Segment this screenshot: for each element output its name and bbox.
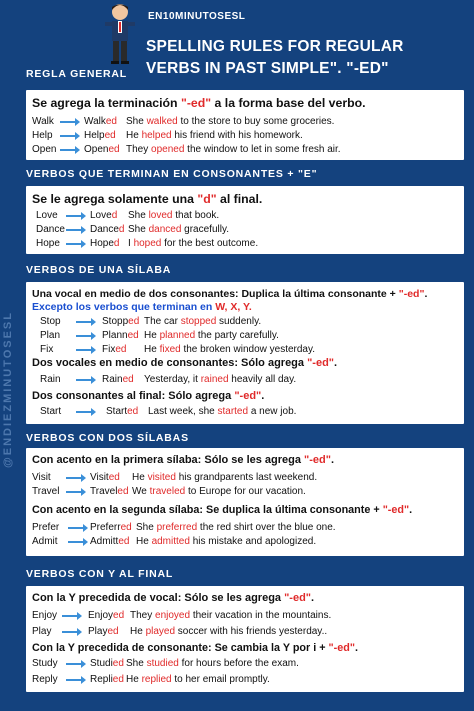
arrow-right-icon bbox=[66, 491, 84, 493]
arrow-right-icon bbox=[76, 321, 94, 323]
example-row bbox=[36, 210, 456, 224]
example-sentence: She walked to the store to buy some groceries. bbox=[126, 116, 335, 127]
arrow-right-icon bbox=[60, 121, 78, 123]
base-verb: Hope bbox=[36, 238, 60, 249]
example-row bbox=[32, 116, 452, 130]
arrow-right-icon bbox=[76, 349, 94, 351]
base-verb: Fix bbox=[40, 344, 54, 355]
arrow-right-icon bbox=[66, 229, 84, 231]
example-sentence: He planned the party carefully. bbox=[144, 330, 279, 341]
example-sentence: They enjoyed their vacation in the mountains. bbox=[130, 610, 332, 621]
section-label-general: REGLA GENERAL bbox=[26, 68, 128, 80]
past-verb: Opened bbox=[84, 144, 120, 155]
base-verb: Visit bbox=[32, 472, 51, 483]
past-verb: Loved bbox=[90, 210, 118, 221]
arrow-right-icon bbox=[68, 541, 86, 543]
past-verb: Helped bbox=[84, 130, 116, 141]
past-verb: Danced bbox=[90, 224, 125, 235]
section-label-e-ending: VERBOS QUE TERMINAN EN CONSONANTES + "E" bbox=[26, 168, 318, 180]
example-sentence: He helped his friend with his homework. bbox=[126, 130, 303, 141]
past-verb: Admitted bbox=[90, 536, 130, 547]
base-verb: Enjoy bbox=[32, 610, 58, 621]
example-row bbox=[40, 316, 460, 330]
example-row bbox=[32, 626, 452, 640]
example-row bbox=[32, 486, 452, 500]
example-row bbox=[36, 238, 456, 252]
arrow-right-icon bbox=[76, 335, 94, 337]
teacher-avatar-icon bbox=[104, 2, 136, 66]
base-verb: Start bbox=[40, 406, 62, 417]
base-verb: Reply bbox=[32, 674, 58, 685]
base-verb: Travel bbox=[32, 486, 60, 497]
page-title bbox=[146, 36, 404, 80]
arrow-right-icon bbox=[66, 663, 84, 665]
example-row bbox=[40, 330, 460, 344]
example-row bbox=[40, 344, 460, 358]
example-sentence: The car stopped suddenly. bbox=[144, 316, 262, 327]
example-row bbox=[40, 374, 460, 388]
example-sentence: She studied for hours before the exam. bbox=[126, 658, 299, 669]
example-sentence: She danced gracefully. bbox=[128, 224, 230, 235]
past-verb: Walked bbox=[84, 116, 117, 127]
past-verb: Fixed bbox=[102, 344, 127, 355]
example-sentence: He visited his grandparents last weekend. bbox=[132, 472, 318, 483]
example-sentence: She loved that book. bbox=[128, 210, 220, 221]
example-row bbox=[32, 522, 452, 536]
example-sentence: He admitted his mistake and apologized. bbox=[136, 536, 317, 547]
past-verb: Stopped bbox=[102, 316, 140, 327]
brand-name: EN10MINUTOSESL bbox=[148, 11, 246, 22]
arrow-right-icon bbox=[66, 679, 84, 681]
arrow-right-icon bbox=[60, 149, 78, 151]
past-verb: Visited bbox=[90, 472, 120, 483]
arrow-right-icon bbox=[66, 215, 84, 217]
rule-two-syllables-2: Con acento en la segunda sílaba: Se duplica la última consonante + "-ed". bbox=[32, 504, 413, 516]
past-verb: Played bbox=[88, 626, 119, 637]
example-row bbox=[32, 472, 452, 486]
card-general bbox=[26, 90, 464, 160]
example-sentence: He replied to her email promptly. bbox=[126, 674, 270, 685]
arrow-right-icon bbox=[62, 615, 80, 617]
example-sentence: He played soccer with his friends yesterday.. bbox=[130, 626, 328, 637]
example-sentence: Yesterday, it rained heavily all day. bbox=[144, 374, 297, 385]
title-line-2: VERBS IN PAST SIMPLE". "-ED" bbox=[146, 60, 389, 77]
past-verb: Enjoyed bbox=[88, 610, 125, 621]
rule-one-syllable-2: Dos vocales en medio de consonantes: Sólo agrega "-ed". bbox=[32, 357, 338, 369]
arrow-right-icon bbox=[62, 631, 80, 633]
example-row bbox=[32, 144, 452, 158]
card-e-ending bbox=[26, 186, 464, 254]
rule-y-ending-2: Con la Y precedida de consonante: Se cambia la Y por i + "-ed". bbox=[32, 642, 358, 654]
example-sentence: She preferred the red shirt over the blue one. bbox=[136, 522, 336, 533]
card-two-syllables bbox=[26, 448, 464, 556]
rule-one-syllable-3: Dos consonantes al final: Sólo agrega "-ed". bbox=[32, 390, 265, 402]
example-sentence: He fixed the broken window yesterday. bbox=[144, 344, 316, 355]
rule-e-ending: Se le agrega solamente una "d" al final. bbox=[32, 192, 263, 206]
past-verb: Replied bbox=[90, 674, 124, 685]
past-verb: Studied bbox=[90, 658, 124, 669]
base-verb: Rain bbox=[40, 374, 61, 385]
arrow-right-icon bbox=[60, 135, 78, 137]
past-verb: Rained bbox=[102, 374, 134, 385]
past-verb: Planned bbox=[102, 330, 139, 341]
rule-one-syllable-exception: Excepto los verbos que terminan en W, X, Y. bbox=[32, 301, 252, 313]
arrow-right-icon bbox=[66, 243, 84, 245]
rule-general: Se agrega la terminación "-ed" a la forma base del verbo. bbox=[32, 96, 366, 110]
arrow-right-icon bbox=[68, 527, 86, 529]
example-row bbox=[36, 224, 456, 238]
example-row bbox=[32, 536, 452, 550]
arrow-right-icon bbox=[66, 477, 84, 479]
base-verb: Love bbox=[36, 210, 58, 221]
example-row bbox=[32, 130, 452, 144]
base-verb: Dance bbox=[36, 224, 65, 235]
rule-one-syllable-1: Una vocal en medio de dos consonantes: Duplica la última consonante + "-ed". bbox=[32, 288, 428, 300]
base-verb: Prefer bbox=[32, 522, 60, 533]
past-verb: Started bbox=[106, 406, 139, 417]
example-row bbox=[40, 406, 460, 420]
base-verb: Admit bbox=[32, 536, 58, 547]
card-one-syllable bbox=[26, 282, 464, 424]
arrow-right-icon bbox=[76, 379, 94, 381]
base-verb: Help bbox=[32, 130, 53, 141]
section-label-one-syllable: VERBOS DE UNA SÍLABA bbox=[26, 264, 172, 276]
example-row bbox=[32, 658, 452, 672]
example-sentence: They opened the window to let in some fresh air. bbox=[126, 144, 341, 155]
base-verb: Open bbox=[32, 144, 57, 155]
base-verb: Plan bbox=[40, 330, 61, 341]
rule-two-syllables-1: Con acento en la primera sílaba: Sólo se les agrega "-ed". bbox=[32, 454, 335, 466]
side-watermark: @ENDIEZMINUTOSESL bbox=[2, 311, 14, 469]
base-verb: Play bbox=[32, 626, 52, 637]
past-verb: Traveled bbox=[90, 486, 129, 497]
rule-y-ending-1: Con la Y precedida de vocal: Sólo se les agrega "-ed". bbox=[32, 592, 315, 604]
card-y-ending bbox=[26, 586, 464, 692]
section-label-two-syllables: VERBOS CON DOS SÍLABAS bbox=[26, 432, 189, 444]
example-row bbox=[32, 674, 452, 688]
title-line-1: SPELLING RULES FOR REGULAR bbox=[146, 38, 404, 55]
example-sentence: We traveled to Europe for our vacation. bbox=[132, 486, 306, 497]
base-verb: Study bbox=[32, 658, 58, 669]
example-row bbox=[32, 610, 452, 624]
section-label-y-ending: VERBOS CON Y AL FINAL bbox=[26, 568, 174, 580]
past-verb: Preferred bbox=[90, 522, 132, 533]
base-verb: Stop bbox=[40, 316, 61, 327]
example-sentence: Last week, she started a new job. bbox=[148, 406, 297, 417]
base-verb: Walk bbox=[32, 116, 54, 127]
arrow-right-icon bbox=[76, 411, 94, 413]
past-verb: Hoped bbox=[90, 238, 120, 249]
example-sentence: I hoped for the best outcome. bbox=[128, 238, 259, 249]
